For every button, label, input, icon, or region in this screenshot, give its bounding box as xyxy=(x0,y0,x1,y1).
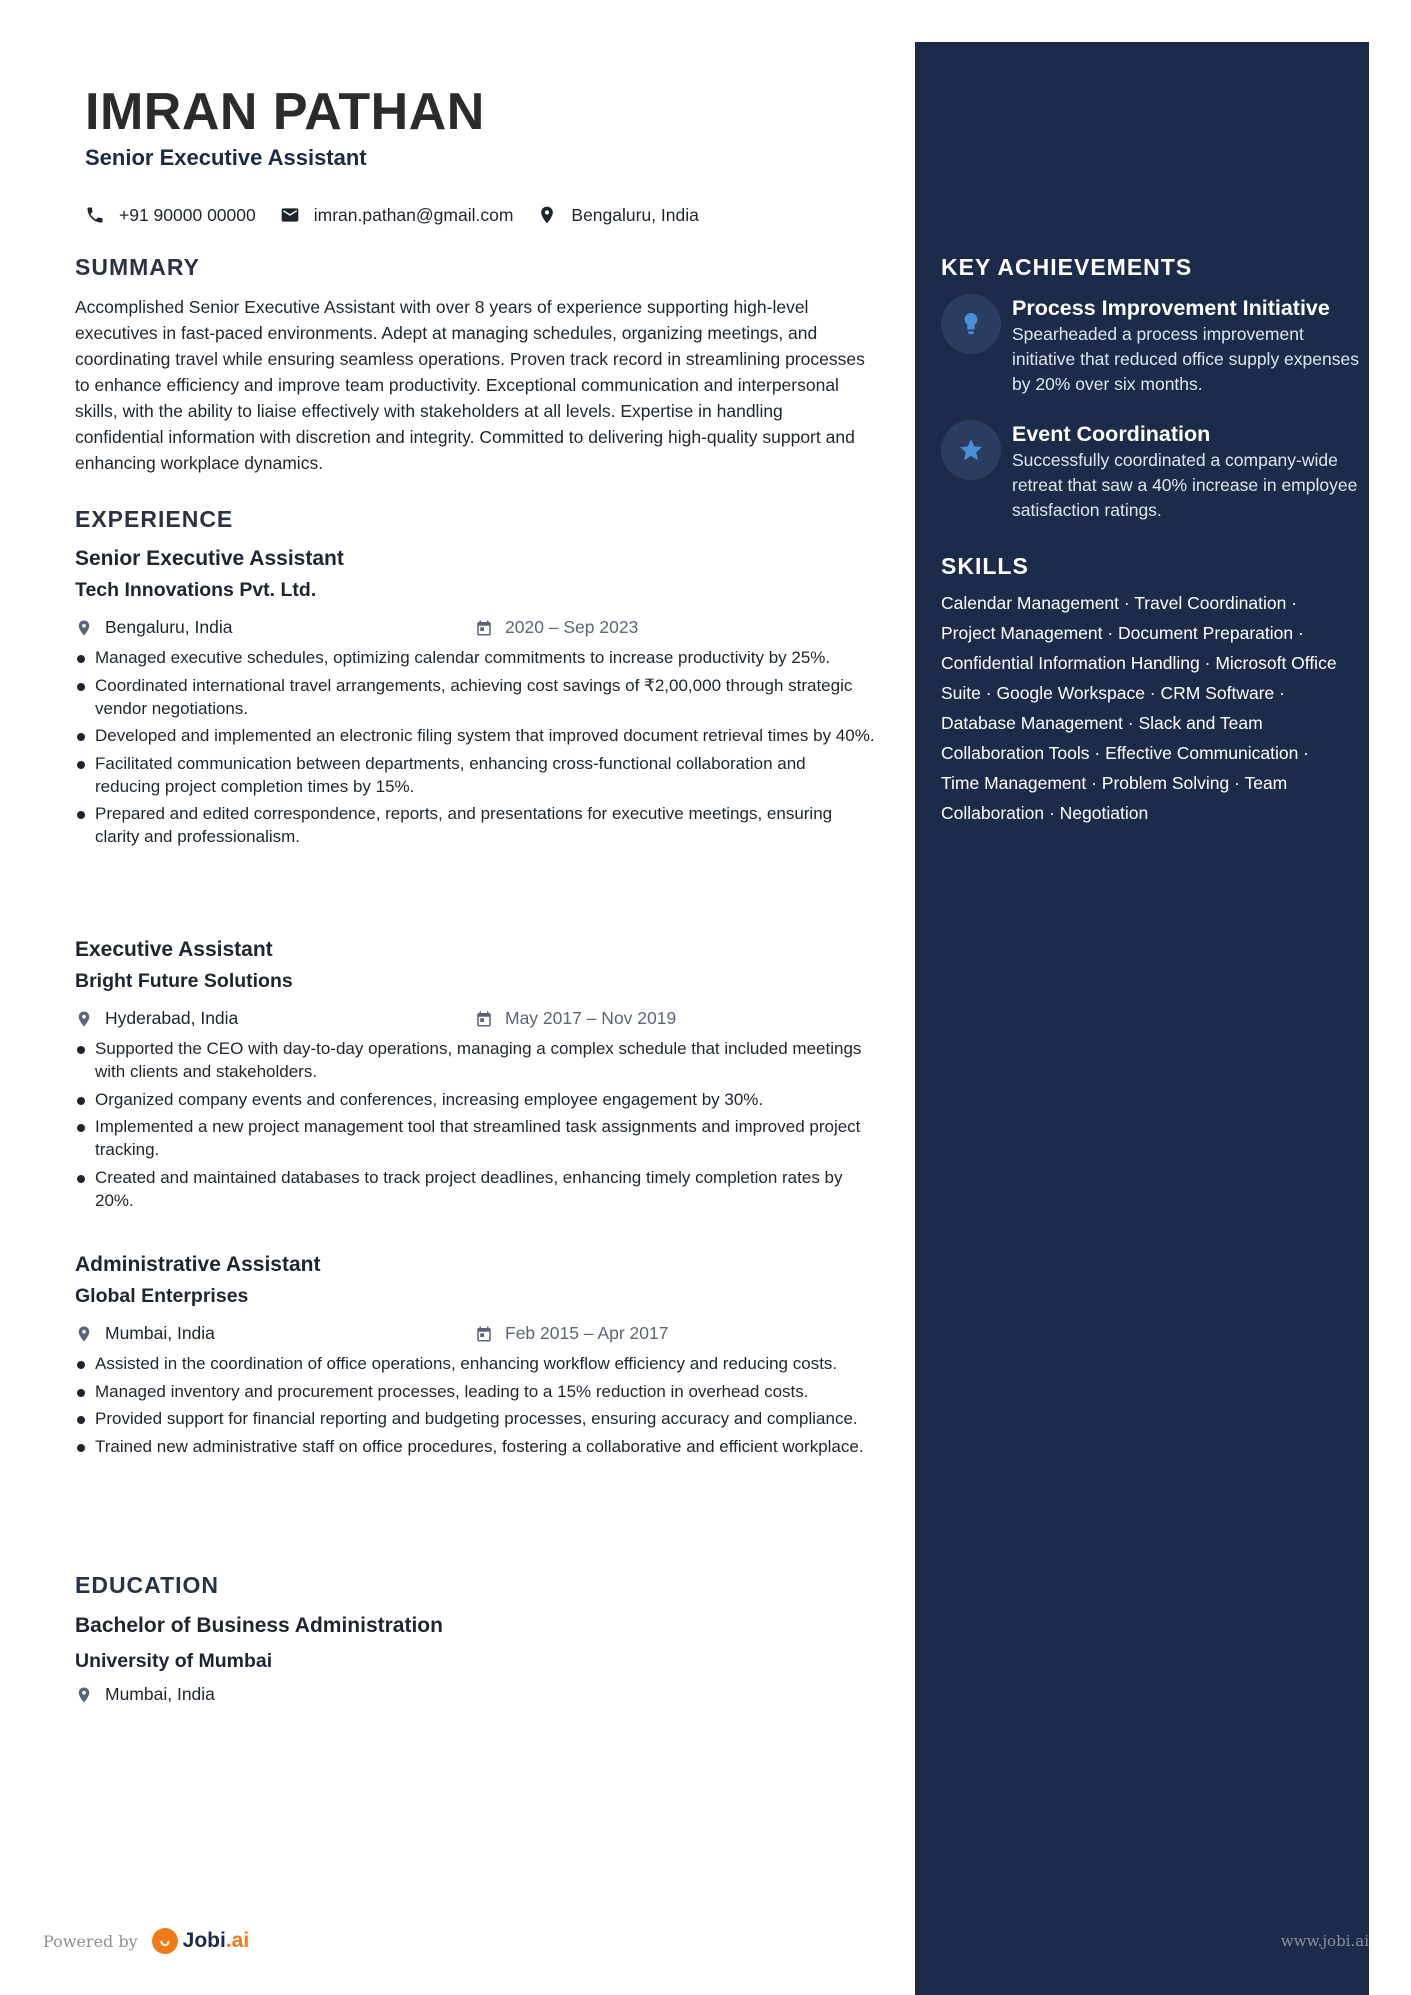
list-item: Developed and implemented an electronic filing system that improved document retrieval times by 40%. xyxy=(75,724,875,747)
list-item: Implemented a new project management tool that streamlined task assignments and improved project tracking. xyxy=(75,1115,875,1161)
list-item: Organized company events and conferences, increasing employee engagement by 30%. xyxy=(75,1088,875,1111)
list-item: Assisted in the coordination of office operations, enhancing workflow efficiency and reducing costs. xyxy=(75,1352,875,1375)
list-item: Provided support for financial reporting and budgeting processes, ensuring accuracy and compliance. xyxy=(75,1407,875,1430)
candidate-role: Senior Executive Assistant xyxy=(85,145,367,170)
job-bullets xyxy=(75,1352,875,1458)
education-location xyxy=(75,1684,475,1705)
list-item: Managed executive schedules, optimizing calendar commitments to increase productivity by 25%. xyxy=(75,646,875,669)
degree: Bachelor of Business Administration xyxy=(75,1614,443,1637)
location-pin-icon xyxy=(75,1324,93,1344)
education-location-row xyxy=(75,1684,475,1705)
location-pin-icon xyxy=(75,618,93,638)
job-meta xyxy=(75,617,875,638)
achievement-body xyxy=(1012,420,1361,523)
job-meta xyxy=(75,1323,875,1344)
phone-icon xyxy=(85,205,105,225)
list-item: Facilitated communication between departments, enhancing cross-functional collaboration and reducing project completion times by 15%. xyxy=(75,752,875,798)
job-location xyxy=(75,1323,475,1344)
sidebar xyxy=(915,42,1369,1995)
job-title: Executive Assistant xyxy=(75,938,273,961)
list-item: Prepared and edited correspondence, reports, and presentations for executive meetings, ensuring clarity and professionalism. xyxy=(75,802,875,848)
achievement-text: Successfully coordinated a company-wide retreat that saw a 40% increase in employee satisfaction ratings. xyxy=(1012,450,1358,520)
job-dates-text: Feb 2015 – Apr 2017 xyxy=(505,1323,669,1343)
logo-main-text: Jobi xyxy=(182,1929,226,1952)
education-location-text: Mumbai, India xyxy=(105,1684,215,1704)
location-pin-icon xyxy=(537,204,557,226)
job-dates-text: 2020 – Sep 2023 xyxy=(505,617,639,637)
powered-by xyxy=(43,1928,249,1954)
skills-heading: SKILLS xyxy=(941,553,1029,579)
jobi-logo-icon xyxy=(152,1928,178,1954)
skills-list: Calendar Management · Travel Coordination · Project Management · Document Preparation · Confidential Information Handling · Microsoft Office Suite · Google Workspace · CRM Software · Database Management · Slack and Team Collaboration Tools · Effective Communication · Time Management · Problem Solving · Team Collaboration · Negotiation xyxy=(941,593,1337,823)
phone-text: +91 90000 00000 xyxy=(119,204,256,225)
job-bullets xyxy=(75,646,875,848)
job-company: Tech Innovations Pvt. Ltd. xyxy=(75,579,317,601)
job-location-text: Bengaluru, India xyxy=(105,617,233,637)
list-item: Supported the CEO with day-to-day operations, managing a complex schedule that included meetings with clients and stakeholders. xyxy=(75,1037,875,1083)
calendar-icon xyxy=(475,1325,493,1343)
school: University of Mumbai xyxy=(75,1650,273,1672)
logo-suffix-text: .ai xyxy=(225,1929,250,1952)
job-company: Bright Future Solutions xyxy=(75,970,293,992)
job-location-text: Mumbai, India xyxy=(105,1323,215,1343)
job-title: Administrative Assistant xyxy=(75,1253,321,1276)
lightbulb-icon xyxy=(941,294,1001,354)
job-bullets xyxy=(75,1037,875,1212)
job-meta xyxy=(75,1008,875,1029)
list-item: Managed inventory and procurement processes, leading to a 15% reduction in overhead costs. xyxy=(75,1380,875,1403)
summary-heading: SUMMARY xyxy=(75,254,200,280)
job-dates xyxy=(475,617,638,638)
job-dates xyxy=(475,1008,676,1029)
site-link[interactable]: www.jobi.ai xyxy=(1280,1932,1369,1950)
experience-heading: EXPERIENCE xyxy=(75,506,234,532)
location-pin-icon xyxy=(75,1685,93,1705)
contact-phone[interactable] xyxy=(85,205,256,226)
job-location-text: Hyderabad, India xyxy=(105,1008,239,1028)
list-item: Coordinated international travel arrangements, achieving cost savings of ₹2,00,000 through strategic vendor negotiations. xyxy=(75,674,875,720)
candidate-name: IMRAN PATHAN xyxy=(85,83,485,141)
contact-bar xyxy=(85,204,723,226)
location-text: Bengaluru, India xyxy=(571,204,699,225)
list-item: Created and maintained databases to track project deadlines, enhancing timely completion rates by 20%. xyxy=(75,1166,875,1212)
job-dates xyxy=(475,1323,668,1344)
contact-location xyxy=(537,204,698,226)
achievement-body xyxy=(1012,294,1361,397)
email-icon xyxy=(280,205,300,225)
calendar-icon xyxy=(475,619,493,637)
jobi-logo[interactable] xyxy=(152,1928,250,1954)
job-dates-text: May 2017 – Nov 2019 xyxy=(505,1008,677,1028)
job-entry xyxy=(75,936,875,1216)
calendar-icon xyxy=(475,1010,493,1028)
job-title: Senior Executive Assistant xyxy=(75,547,344,570)
achievement-title: Event Coordination xyxy=(1012,422,1211,446)
achievements-heading: KEY ACHIEVEMENTS xyxy=(941,254,1193,280)
job-company: Global Enterprises xyxy=(75,1285,249,1307)
contact-email[interactable] xyxy=(280,205,514,226)
summary-text: Accomplished Senior Executive Assistant with over 8 years of experience supporting high-level executives in fast-paced environments. Adept at managing schedules, organizing meetings, and coordinating travel while ensuring seamless operations. Proven track record in streamlining processes to enhance efficiency and improve team productivity. Exceptional communication and interpersonal skills, with the ability to liaise effectively with stakeholders at all levels. Expertise in handling confidential information with discretion and integrity. Committed to delivering high-quality support and enhancing workplace dynamics. xyxy=(75,297,865,473)
location-pin-icon xyxy=(75,1009,93,1029)
list-item: Trained new administrative staff on office procedures, fostering a collaborative and efficient workplace. xyxy=(75,1435,875,1458)
education-entry xyxy=(75,1612,475,1705)
achievement-text: Spearheaded a process improvement initiative that reduced office supply expenses by 20% over six months. xyxy=(1012,324,1359,394)
powered-by-text: Powered by xyxy=(43,1931,138,1951)
achievement-item xyxy=(941,294,1361,397)
achievement-item xyxy=(941,420,1361,523)
achievement-title: Process Improvement Initiative xyxy=(1012,296,1330,320)
job-location xyxy=(75,617,475,638)
education-heading: EDUCATION xyxy=(75,1572,220,1598)
star-icon xyxy=(941,420,1001,480)
job-entry xyxy=(75,1251,875,1462)
job-location xyxy=(75,1008,475,1029)
job-entry xyxy=(75,545,875,853)
email-text: imran.pathan@gmail.com xyxy=(313,204,514,225)
